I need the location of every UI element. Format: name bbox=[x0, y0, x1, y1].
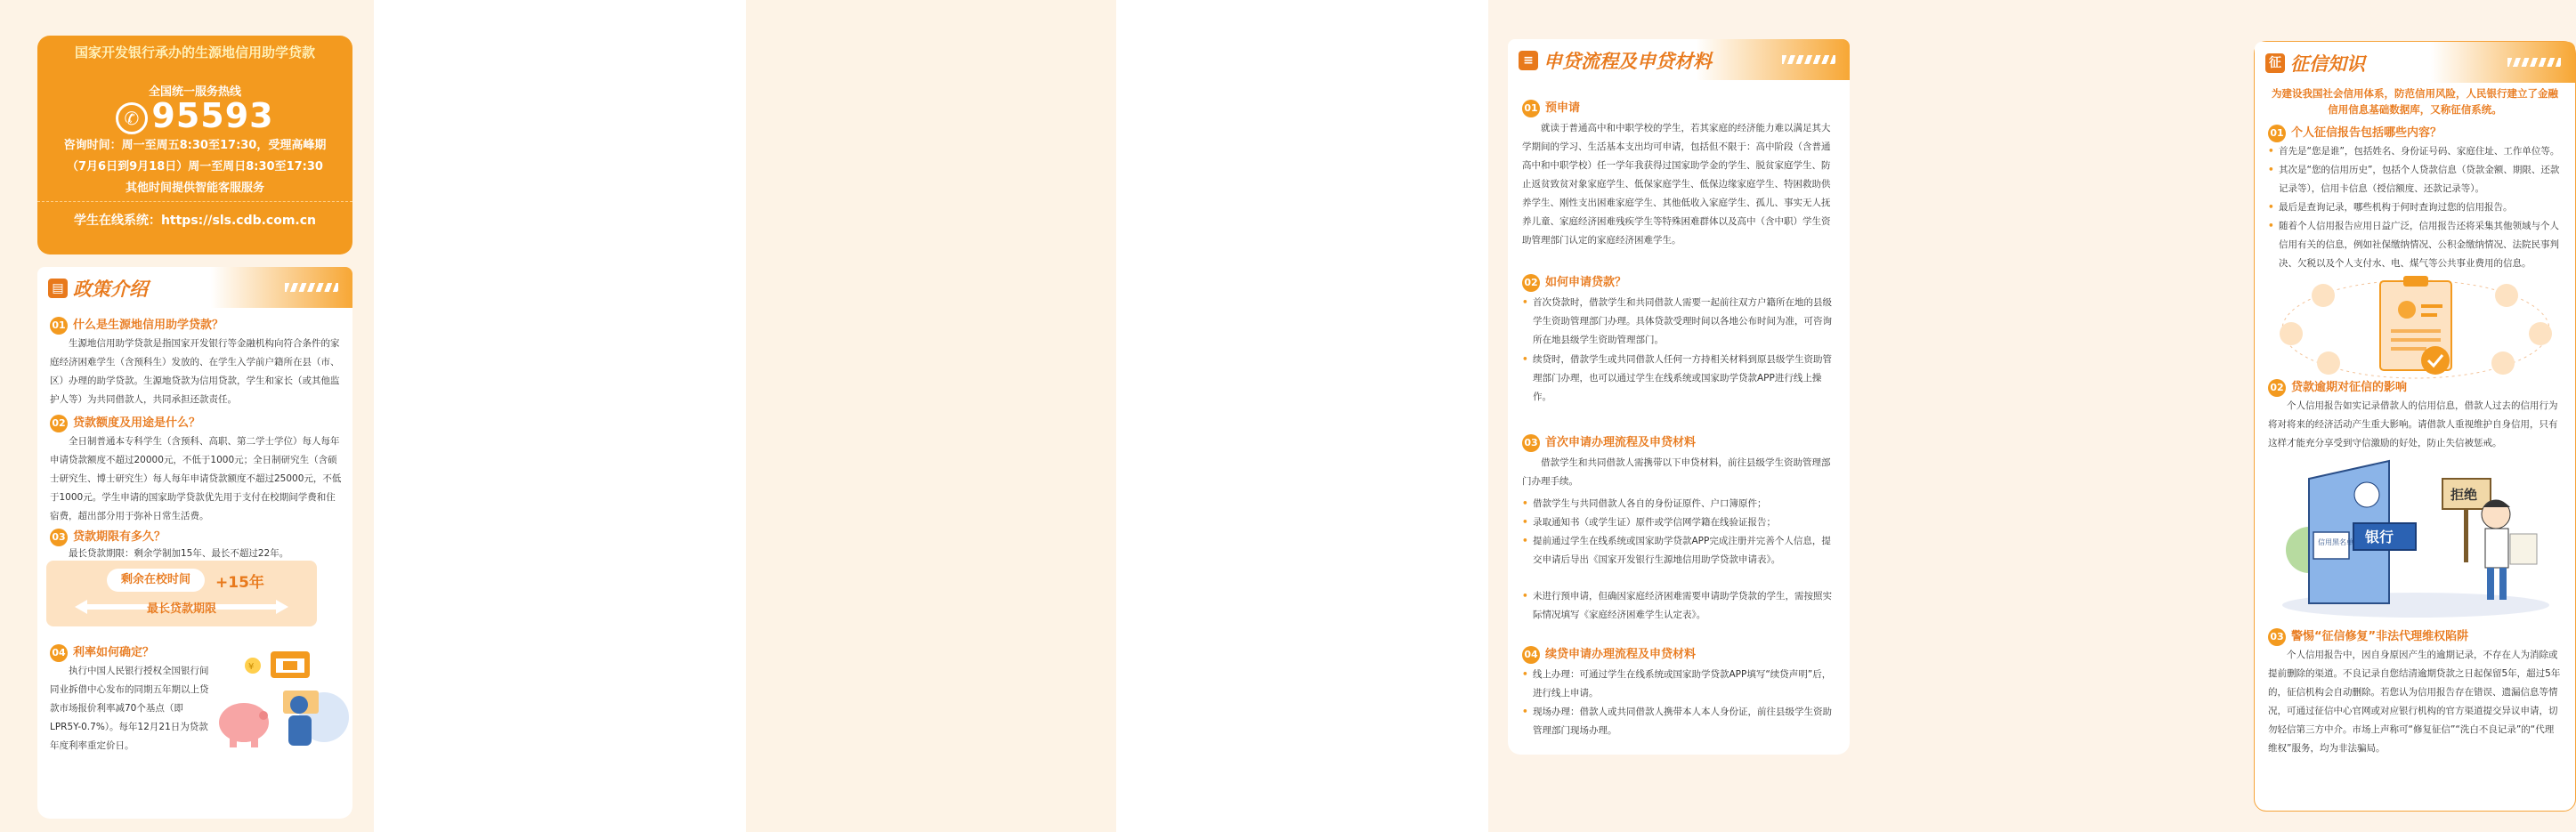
panel-policy bbox=[0, 0, 374, 832]
service-hours-3: 其他时间提供智能客服服务 bbox=[125, 182, 264, 195]
list-item: • 未进行预申请，但确因家庭经济困难需要申请助学贷款的学生，需按照实际情况填写《家庭经济困难学生认定表》。 bbox=[1522, 587, 1835, 625]
remaining-study-pill: 剩余在校时间 bbox=[107, 569, 205, 592]
question-04: 04 续贷申请办理流程及申贷材料 bbox=[1522, 644, 1696, 664]
credit-section-header bbox=[2255, 42, 2575, 83]
hotline-title: 国家开发银行承办的生源地信用助学贷款 bbox=[74, 44, 315, 61]
hotline-number[interactable]: 95593 bbox=[151, 96, 274, 135]
plus-15-years: +15年 bbox=[215, 574, 264, 592]
credit-report-illustration bbox=[2273, 267, 2558, 383]
stripes-decoration bbox=[2507, 58, 2561, 67]
service-hours-2: （7月6日到9月18日）周一至周日8:30至17:30 bbox=[67, 160, 323, 174]
hotline-number-row bbox=[37, 96, 352, 135]
list-item: • 随着个人信用报告应用日益广泛，信用报告还将采集其他领域与个人信用有关的信息，例如社保缴纳情况、公积金缴纳情况、法院民事判决、欠税以及个人支付水、电、煤气等公共事业费用的信息。 bbox=[2268, 217, 2562, 273]
answer-03: 个人信用报告中，因自身原因产生的逾期记录，不存在人为消除或提前删除的渠道。不良记录自您结清逾期贷款之日起保留5年，超过5年的，征信机构会自动删除。若您认为信用报告存在错误、遗漏信息等情况，可通过征信中心官网或对应银行机构的官方渠道提交异议申请，切勿轻信第三方中介。市场上声称可“修复征信”“洗白不良记录”的“代理维权”服务，均为非法骗局。 bbox=[2268, 650, 2561, 754]
question-01: 01 预申请 bbox=[1522, 98, 1580, 117]
list-item: • 提前通过学生在线系统或国家助学贷款APP完成注册并完善个人信息，提交申请后导出《国家开发银行生源地信用助学贷款申请表》。 bbox=[1522, 532, 1835, 569]
credit-intro: 为建设我国社会信用体系，防范信用风险，人民银行建立了金融信用信息基础数据库，又称征信系统。 bbox=[2272, 87, 2558, 116]
credit-section-title: 征信知识 bbox=[2290, 53, 2365, 75]
hotline-label: 全国统一服务热线 bbox=[148, 85, 241, 99]
question-02: 02 贷款额度及用途是什么？ bbox=[50, 413, 200, 432]
process-section-title: 申贷流程及申贷材料 bbox=[1543, 51, 1712, 72]
question-04: 04 利率如何确定？ bbox=[50, 642, 154, 662]
answer-03: 最长贷款期限：剩余学制加15年、最长不超过22年。 bbox=[69, 548, 289, 559]
policy-section-title: 政策介绍 bbox=[73, 279, 148, 300]
list-item: • 首先是“您是谁”，包括姓名、身份证号码、家庭住址、工作单位等。 bbox=[2268, 142, 2562, 161]
question-02: 02 贷款逾期对征信的影响 bbox=[2268, 377, 2407, 397]
service-hours-1: 咨询时间：周一至周五8:30至17:30，受理高峰期 bbox=[63, 139, 327, 152]
divider bbox=[37, 201, 352, 202]
answer-03: 借款学生和共同借款人需携带以下申贷材料，前往县级学生资助管理部门办理手续。 bbox=[1522, 457, 1831, 487]
question-01: 01 什么是生源地信用助学贷款？ bbox=[50, 315, 223, 335]
list-item: • 其次是“您的信用历史”，包括个人贷款信息（贷款金额、期限、还款记录等），信用卡信息（授信额度、还款记录等）。 bbox=[2268, 161, 2562, 198]
answer-02: 个人信用报告如实记录借款人的信用信息，借款人过去的信用行为将对将来的经济活动产生重大影响。请借款人重视维护自身信用，只有这样才能充分享受到守信激励的好处，防止失信被惩戒。 bbox=[2268, 400, 2558, 448]
question-03: 03 贷款期限有多久？ bbox=[50, 527, 166, 546]
credit-document-text: 信用黑名单 bbox=[2318, 538, 2353, 546]
list-item: • 续贷时，借款学生或共同借款人任何一方持相关材料到原县级学生资助管理部门办理，也可以通过学生在线系统或国家助学贷款APP进行线上操作。 bbox=[1522, 351, 1835, 407]
question-03: 03 警惕“征信修复”非法代理维权陷阱 bbox=[2268, 626, 2468, 646]
reject-sign-text: 拒绝 bbox=[2450, 487, 2478, 503]
answer-04: 执行中国人民银行授权全国银行间同业拆借中心发布的同期五年期以上贷款市场报价利率减70个基点（即LPR5Y-0.7%）。每年12月21日为贷款年度利率重定价日。 bbox=[50, 666, 209, 751]
answer-01: 生源地信用助学贷款是指国家开发银行等金融机构向符合条件的家庭经济困难学生（含预科生）发放的、在学生入学前户籍所在县（市、区）办理的助学贷款。生源地贷款为信用贷款，学生和家长（或其他监护人等）为共同借款人，共同承担还款责任。 bbox=[50, 338, 340, 405]
bank-reject-illustration bbox=[2273, 452, 2558, 621]
stripes-decoration bbox=[285, 283, 338, 292]
list-item: • 现场办理：借款人或共同借款人携带本人本人身份证，前往县级学生资助管理部门现场办理。 bbox=[1522, 703, 1835, 740]
max-loan-term-label: 最长贷款期限 bbox=[146, 602, 216, 616]
panel-conditions bbox=[374, 0, 746, 832]
student-system-link[interactable]: 学生在线系统：https://sls.cdb.com.cn bbox=[73, 214, 317, 228]
coins-icon: ≡ bbox=[1519, 51, 1538, 70]
policy-section-header bbox=[37, 267, 352, 308]
loan-term-diagram bbox=[46, 561, 317, 626]
process-section-header bbox=[1508, 39, 1850, 80]
list-item: • 借款学生与共同借款人各自的身份证原件、户口簿原件； bbox=[1522, 495, 1835, 513]
piggy-bank-illustration bbox=[217, 646, 351, 753]
answer-01: 就读于普通高中和中职学校的学生，若其家庭的经济能力难以满足其大学期间的学习、生活基本支出均可申请，包括但不限于：高中阶段（含普通高中和中职学校）任一学年我获得过国家助学金的学生、脱贫家庭学生、防止返贫致贫对象家庭学生、低保家庭学生、低保边缘家庭学生、特困救助供养学生、刚性支出困难家庭学生、其他低收入家庭学生、孤儿、事实无人抚养儿童、家庭经济困难残疾学生等特殊困难群体以及高中（含中职）学生资助管理部门认定的家庭经济困难学生。 bbox=[1522, 123, 1831, 246]
list-item: • 最后是查询记录，哪些机构于何时查询过您的信用报告。 bbox=[2268, 198, 2562, 217]
list-item: • 录取通知书（或学生证）原件或学信网学籍在线验证报告； bbox=[1522, 513, 1835, 532]
question-02: 02 如何申请贷款？ bbox=[1522, 272, 1626, 292]
answer-02: 全日制普通本专科学生（含预科、高职、第二学士学位）每人每年申请贷款额度不超过20000元，不低于1000元；全日制研究生（含硕士研究生、博士研究生）每人每年申请贷款额度不超过25000元，不低于1000元。学生申请的国家助学贷款优先用于支付在校期间学费和住宿费，超出部分用于弥补日常生活费。 bbox=[50, 436, 342, 521]
question-01: 01 个人征信报告包括哪些内容？ bbox=[2268, 123, 2442, 142]
svg-text:¥: ¥ bbox=[248, 662, 255, 672]
phone-icon: ✆ bbox=[116, 102, 148, 134]
list-item: • 首次贷款时，借款学生和共同借款人需要一起前往双方户籍所在地的县级学生资助管理部门办理。具体贷款受理时间以各地公布时间为准，可咨询所在地县级学生资助管理部门。 bbox=[1522, 294, 1835, 350]
hotline-card bbox=[37, 36, 352, 254]
credit-badge-icon: 征 bbox=[2265, 53, 2285, 73]
panel-process bbox=[746, 0, 1832, 832]
bank-sign-text: 银行 bbox=[2365, 529, 2394, 545]
list-item: • 线上办理：可通过学生在线系统或国家助学贷款APP填写“续贷声明”后，进行线上申请。 bbox=[1522, 666, 1835, 703]
stripes-decoration bbox=[1782, 55, 1835, 64]
document-icon: ▤ bbox=[48, 279, 68, 298]
question-03: 03 首次申请办理流程及申贷材料 bbox=[1522, 432, 1696, 452]
